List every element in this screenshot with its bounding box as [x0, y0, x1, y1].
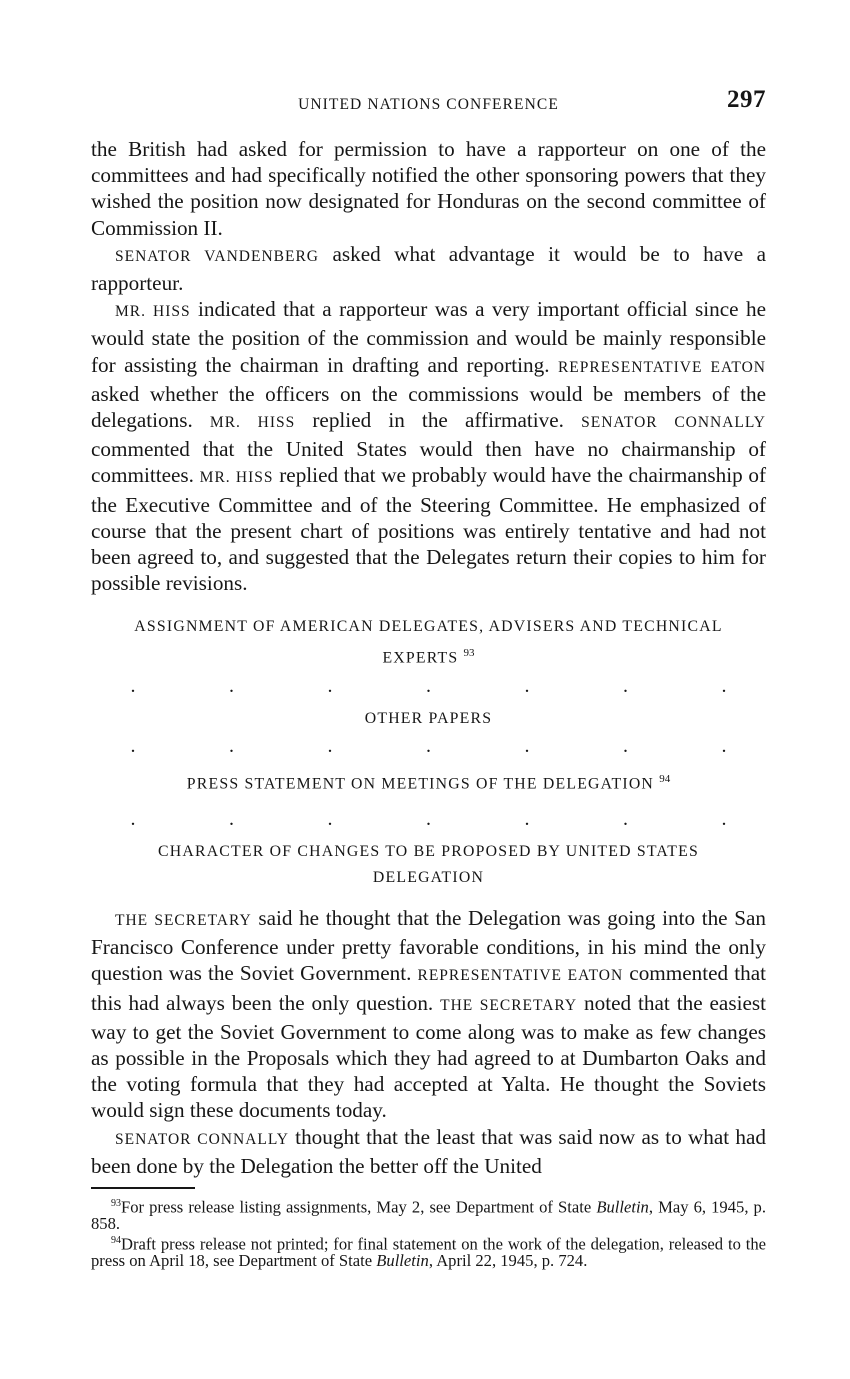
ellipsis-row [91, 805, 766, 835]
footnotes [91, 1196, 766, 1270]
ellipsis-dot: . [426, 675, 431, 698]
heading-text: EXPERTS [382, 649, 459, 667]
ellipsis-dot: . [524, 675, 530, 698]
ellipsis-dot: . [327, 808, 333, 831]
heading-text: PRESS STATEMENT ON MEETINGS OF THE DELEGATION [186, 774, 655, 792]
heading-line: ASSIGNMENT OF AMERICAN DELEGATES, ADVISERS AND TECHNICAL [134, 618, 723, 636]
paragraph-text: commented that the United States would then have no chairmanship of committees. [91, 437, 766, 488]
heading-line [111, 640, 746, 671]
footnote-rule [91, 1187, 195, 1189]
paragraph-secretary [91, 905, 766, 1124]
speaker-name: THE SECRETARY [440, 996, 578, 1014]
heading-line: OTHER PAPERS [364, 709, 493, 727]
footnote-text: For press release listing assignments, May 2, see Department of State [121, 1197, 597, 1217]
speaker-name: SENATOR CONNALLY [115, 1130, 289, 1148]
ellipsis-dot: . [130, 735, 136, 758]
footnote-text: , April 22, 1945, p. 724. [428, 1251, 588, 1271]
ellipsis-dot: . [623, 675, 628, 698]
speaker-name: SENATOR VANDENBERG [115, 247, 320, 265]
speaker-name: REPRESENTATIVE EATON [557, 358, 766, 376]
speaker-name: MR. HISS [115, 303, 191, 321]
footnote-marker: 93 [111, 1198, 121, 1210]
footnote-ref: 94 [659, 772, 671, 785]
paragraph-text: indicated that a rapporteur was a very important official since he would state the position of the commission and would be mainly responsible for assisting the chairman in drafting and reporting. [91, 297, 766, 377]
paragraph-text: noted that the easiest way to get the Soviet Government to come along was to make as few changes as possible in the Proposals which they had agreed to at Dumbarton Oaks and the voting formula that they had accepted at Yalta. He thought the Soviets would sign these documents today. [91, 990, 766, 1123]
running-head [91, 86, 766, 126]
body-text-upper [91, 136, 766, 596]
heading-line [111, 766, 746, 797]
footnote-94 [91, 1233, 766, 1270]
section-heading-assignment [111, 614, 746, 671]
ellipsis-row [91, 672, 766, 702]
footnote-marker: 94 [111, 1235, 121, 1247]
speaker-name: MR. HISS [209, 414, 296, 432]
paragraph-text: commented that this had always been the only question. [91, 961, 767, 1015]
ellipsis-dot: . [426, 808, 431, 831]
ellipsis-dot: . [524, 735, 530, 758]
speaker-name: THE SECRETARY [115, 911, 252, 929]
ellipsis-dot: . [229, 675, 234, 698]
ellipsis-dot: . [623, 735, 628, 758]
paragraph-continuation [91, 136, 766, 241]
paragraph-text: asked what advantage it would be to have a rapporteur. [91, 241, 766, 296]
section-heading-press-statement [111, 766, 746, 797]
ellipsis-dot: . [229, 808, 234, 831]
footnote-text: , May 6, 1945, p. 858. [91, 1197, 766, 1234]
ellipsis-dot: . [426, 735, 431, 758]
section-heading-character-of-changes [111, 839, 746, 891]
ellipsis-dot: . [721, 808, 727, 831]
paragraph-text: replied that we probably would have the chairmanship of the Executive Committee and of the Steering Committee. He emphasized of course that the present chart of positions was entirely tentative and had not been agreed to, and suggested that the Delegates return their copies to him for possible revisions. [91, 463, 767, 596]
speaker-name: REPRESENTATIVE EATON [417, 967, 624, 985]
footnote-text: Draft press release not printed; for final statement on the work of the delegation, released to the press on April 18, see Department of State [91, 1234, 766, 1271]
ellipsis-dot: . [721, 675, 727, 698]
ellipsis-dot: . [721, 735, 727, 758]
body-text-lower [91, 905, 766, 1179]
document-page [91, 86, 766, 1270]
paragraph-text: replied in the affirmative. [295, 408, 582, 433]
ellipsis-dot: . [327, 735, 333, 758]
running-title: UNITED NATIONS CONFERENCE [298, 96, 559, 113]
page-number: 297 [727, 86, 766, 113]
paragraph-hiss [91, 296, 766, 596]
ellipsis-dot: . [623, 808, 628, 831]
paragraph-text: said he thought that the Delegation was going into the San Francisco Conference under pretty favorable conditions, in his mind the only question was the Soviet Government. [91, 905, 766, 986]
heading-line: DELEGATION [372, 868, 485, 886]
ellipsis-row [91, 732, 766, 762]
heading-line: CHARACTER OF CHANGES TO BE PROPOSED BY UNITED STATES [158, 842, 699, 860]
section-heading-other-papers [111, 706, 746, 732]
footnote-italic: Bulletin [376, 1251, 429, 1271]
paragraph-connally [91, 1124, 766, 1179]
footnote-93 [91, 1196, 766, 1233]
ellipsis-dot: . [229, 735, 234, 758]
paragraph-text: asked whether the officers on the commissions would be members of the delegations. [91, 381, 766, 433]
ellipsis-dot: . [524, 808, 530, 831]
paragraph-vandenberg [91, 241, 766, 296]
footnote-ref: 93 [463, 647, 475, 660]
ellipsis-dot: . [130, 808, 136, 831]
ellipsis-dot: . [327, 675, 333, 698]
speaker-name: SENATOR CONNALLY [581, 414, 767, 432]
speaker-name: MR. HISS [199, 469, 274, 487]
footnote-italic: Bulletin [596, 1197, 649, 1217]
paragraph-text: the British had asked for permission to have a rapporteur on one of the committees and had specifically notified the other sponsoring powers that they wished the position now designated for Honduras on the second committee of Commission II. [91, 137, 766, 240]
ellipsis-dot: . [130, 675, 136, 698]
paragraph-text: thought that the least that was said now as to what had been done by the Delegation the better off the United [91, 1124, 766, 1178]
